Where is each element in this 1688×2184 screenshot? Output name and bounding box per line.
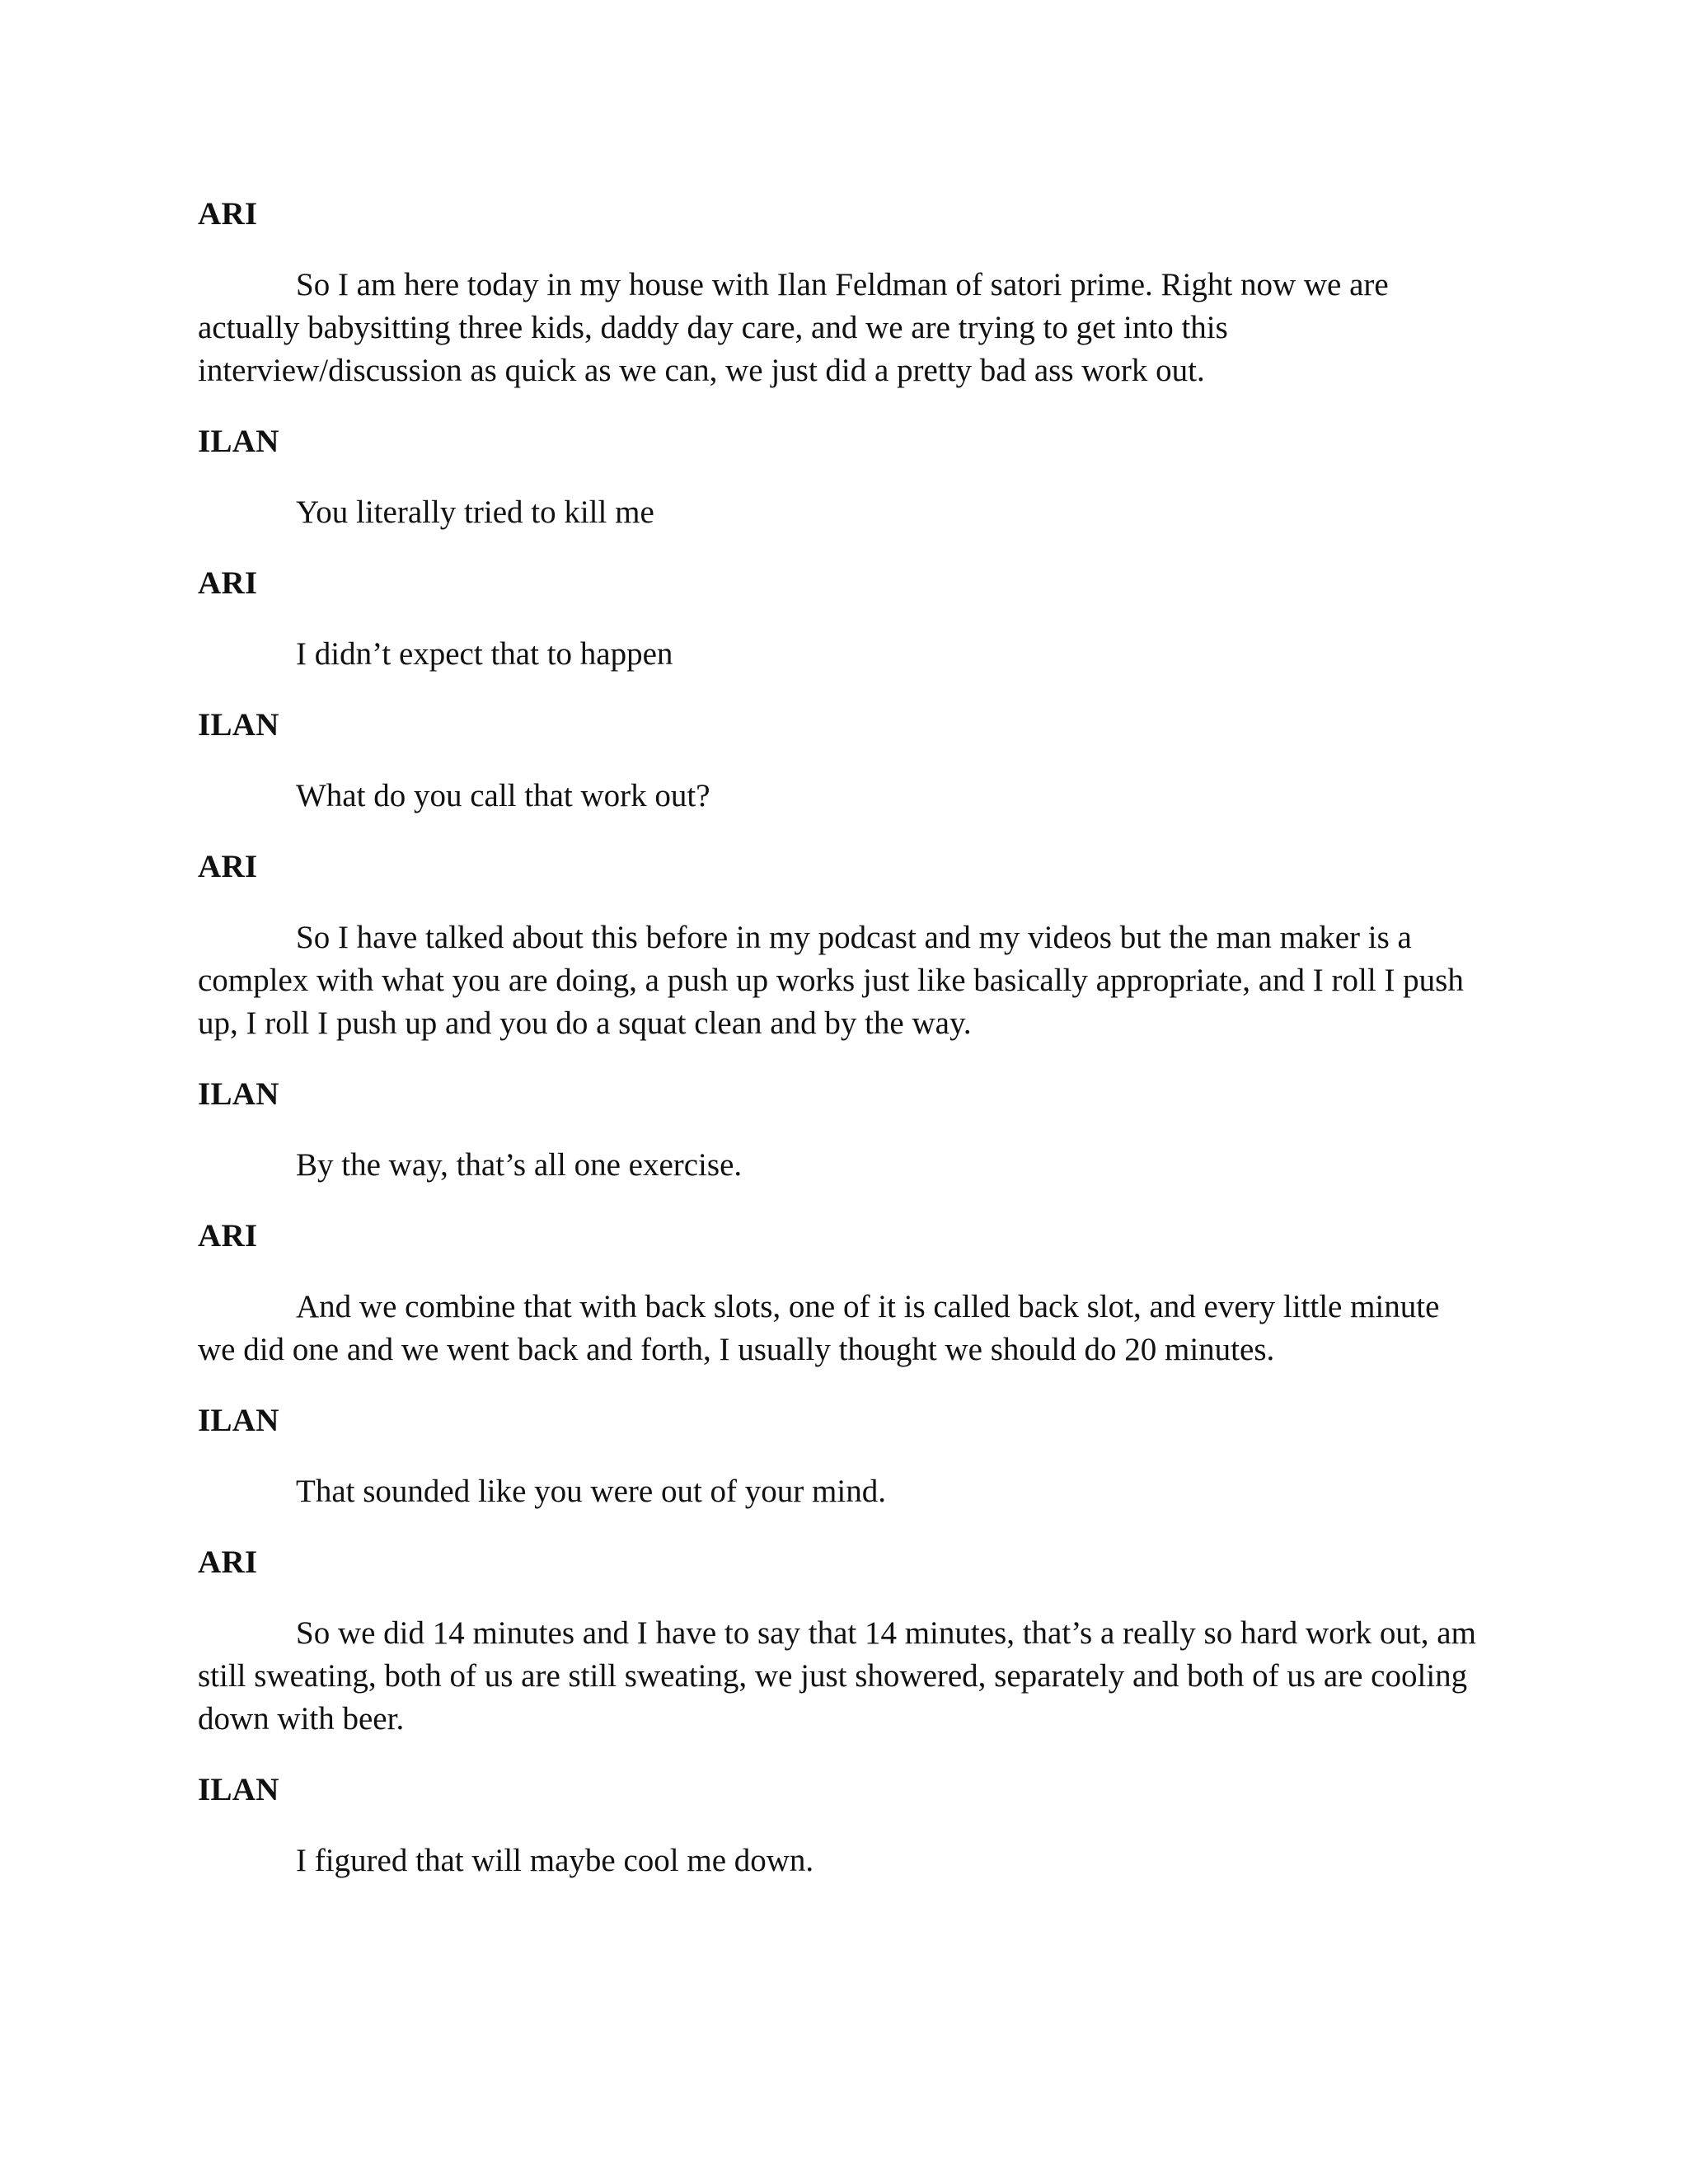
speaker-label: ARI: [198, 565, 258, 601]
speaker-label: ARI: [198, 196, 258, 232]
dialogue-paragraph: And we combine that with back slots, one of it is called back slot, and every little minute we did one and we went back and forth, I usually thought we should do 20 minutes.: [198, 1289, 1440, 1367]
speaker-label: ILAN: [198, 1076, 279, 1112]
speaker-label: ARI: [198, 1544, 258, 1580]
speaker-label: ILAN: [198, 707, 279, 743]
dialogue-paragraph: So we did 14 minutes and I have to say that 14 minutes, that’s a really so hard work out, am still sweating, both of us are still sweating, we just showered, separately and both of us are cooling down with beer.: [198, 1615, 1476, 1736]
dialogue-paragraph: So I am here today in my house with Ilan Feldman of satori prime. Right now we are actually babysitting three kids, daddy day care, and we are trying to get into this interview/discussion as quick as we can, we just did a pretty bad ass work out.: [198, 267, 1389, 388]
speaker-label: ILAN: [198, 1772, 279, 1807]
dialogue-paragraph: So I have talked about this before in my podcast and my videos but the man maker is a complex with what you are doing, a push up works just like basically appropriate, and I roll I push up, I roll I push up and you do a squat clean and by the way.: [198, 920, 1464, 1041]
dialogue-paragraph: I figured that will maybe cool me down.: [296, 1843, 814, 1878]
speaker-label: ILAN: [198, 424, 279, 459]
speaker-label: ILAN: [198, 1403, 279, 1438]
speaker-label: ARI: [198, 849, 258, 884]
dialogue-paragraph: By the way, that’s all one exercise.: [296, 1147, 743, 1183]
dialogue-paragraph: You literally tried to kill me: [296, 494, 654, 530]
dialogue-paragraph: I didn’t expect that to happen: [296, 636, 673, 672]
speaker-label: ARI: [198, 1218, 258, 1254]
dialogue-paragraph: What do you call that work out?: [296, 778, 710, 813]
transcript-page: [198, 193, 1484, 1910]
dialogue-paragraph: That sounded like you were out of your mind.: [296, 1474, 886, 1509]
